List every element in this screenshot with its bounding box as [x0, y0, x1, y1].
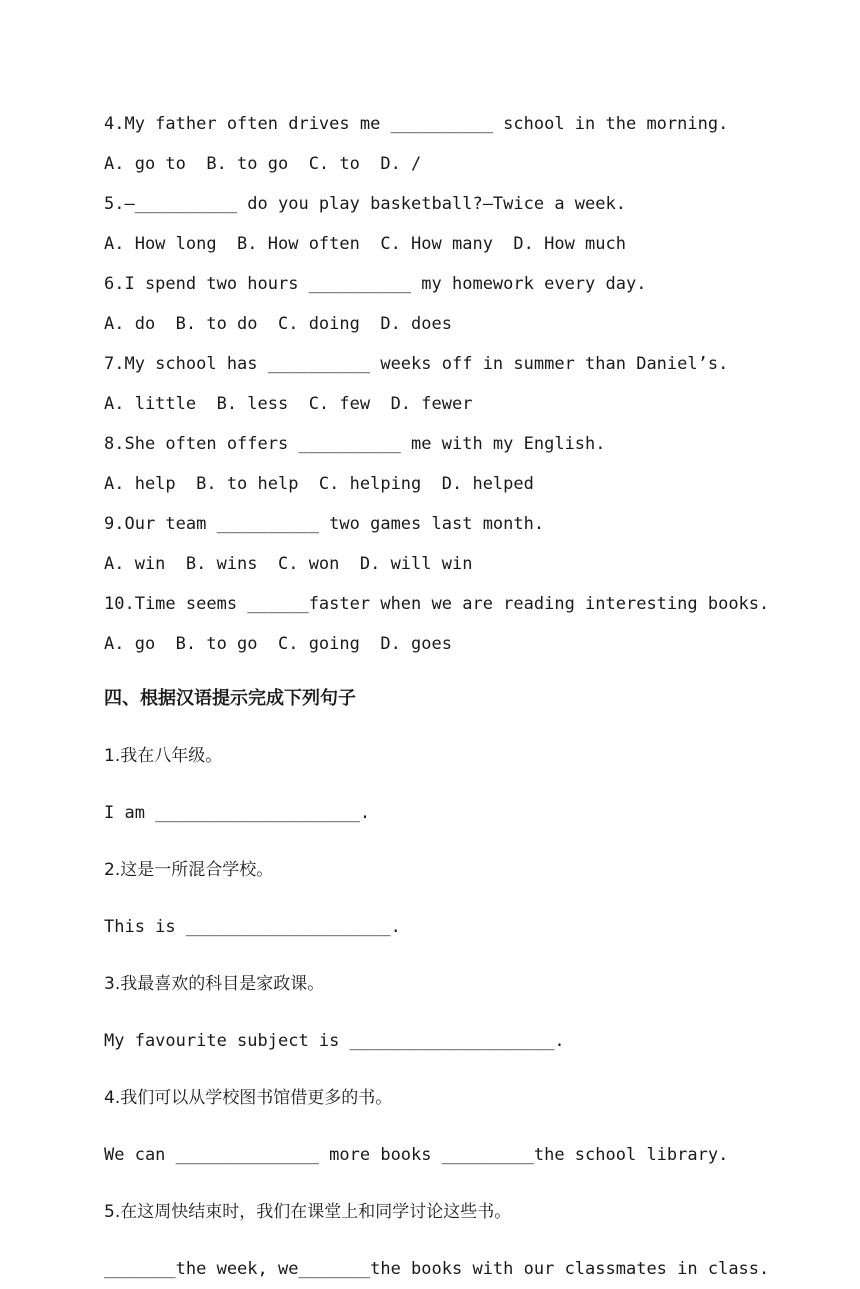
question-stem: 7.My school has __________ weeks off in summer than Daniel’s.: [104, 354, 729, 374]
question-10: [104, 584, 804, 664]
question-4: [104, 104, 804, 184]
question-stem: 8.She often offers __________ me with my English.: [104, 434, 606, 454]
english-answer-line: _______the week, we_______the books with our classmates in class.: [104, 1259, 770, 1279]
english-answer-line: We can ______________ more books _________the school library.: [104, 1145, 729, 1165]
question-7: [104, 344, 804, 424]
question-options: A. little B. less C. few D. fewer: [104, 394, 473, 414]
chinese-prompt: 3.我最喜欢的科目是家政课。: [104, 974, 325, 994]
question-options: A. do B. to do C. doing D. does: [104, 314, 452, 334]
chinese-prompt: 1.我在八年级。: [104, 746, 223, 766]
worksheet-page: [104, 104, 804, 1289]
english-answer-line: My favourite subject is ____________________.: [104, 1031, 565, 1051]
question-options: A. go B. to go C. going D. goes: [104, 634, 452, 654]
question-stem: 5.—__________ do you play basketball?—Twice a week.: [104, 194, 626, 214]
question-options: A. win B. wins C. won D. will win: [104, 554, 473, 574]
translation-item-5: [104, 1192, 804, 1289]
translation-item-4: [104, 1078, 804, 1175]
question-8: [104, 424, 804, 504]
translation-section: [104, 679, 804, 1289]
translation-item-2: [104, 850, 804, 947]
translation-item-3: [104, 964, 804, 1061]
question-stem: 10.Time seems ______faster when we are reading interesting books.: [104, 594, 770, 614]
chinese-prompt: 5.在这周快结束时，我们在课堂上和同学讨论这些书。: [104, 1202, 512, 1222]
question-stem: 6.I spend two hours __________ my homework every day.: [104, 274, 647, 294]
multiple-choice-section: [104, 104, 804, 664]
english-answer-line: This is ____________________.: [104, 917, 401, 937]
chinese-prompt: 2.这是一所混合学校。: [104, 860, 274, 880]
question-options: A. help B. to help C. helping D. helped: [104, 474, 534, 494]
question-stem: 9.Our team __________ two games last month.: [104, 514, 545, 534]
translation-item-1: [104, 736, 804, 833]
question-stem: 4.My father often drives me __________ school in the morning.: [104, 114, 729, 134]
question-9: [104, 504, 804, 584]
question-options: A. go to B. to go C. to D. /: [104, 154, 422, 174]
english-answer-line: I am ____________________.: [104, 803, 371, 823]
chinese-prompt: 4.我们可以从学校图书馆借更多的书。: [104, 1088, 393, 1108]
section-heading: 四、根据汉语提示完成下列句子: [104, 688, 356, 709]
question-5: [104, 184, 804, 264]
question-6: [104, 264, 804, 344]
question-options: A. How long B. How often C. How many D. How much: [104, 234, 626, 254]
